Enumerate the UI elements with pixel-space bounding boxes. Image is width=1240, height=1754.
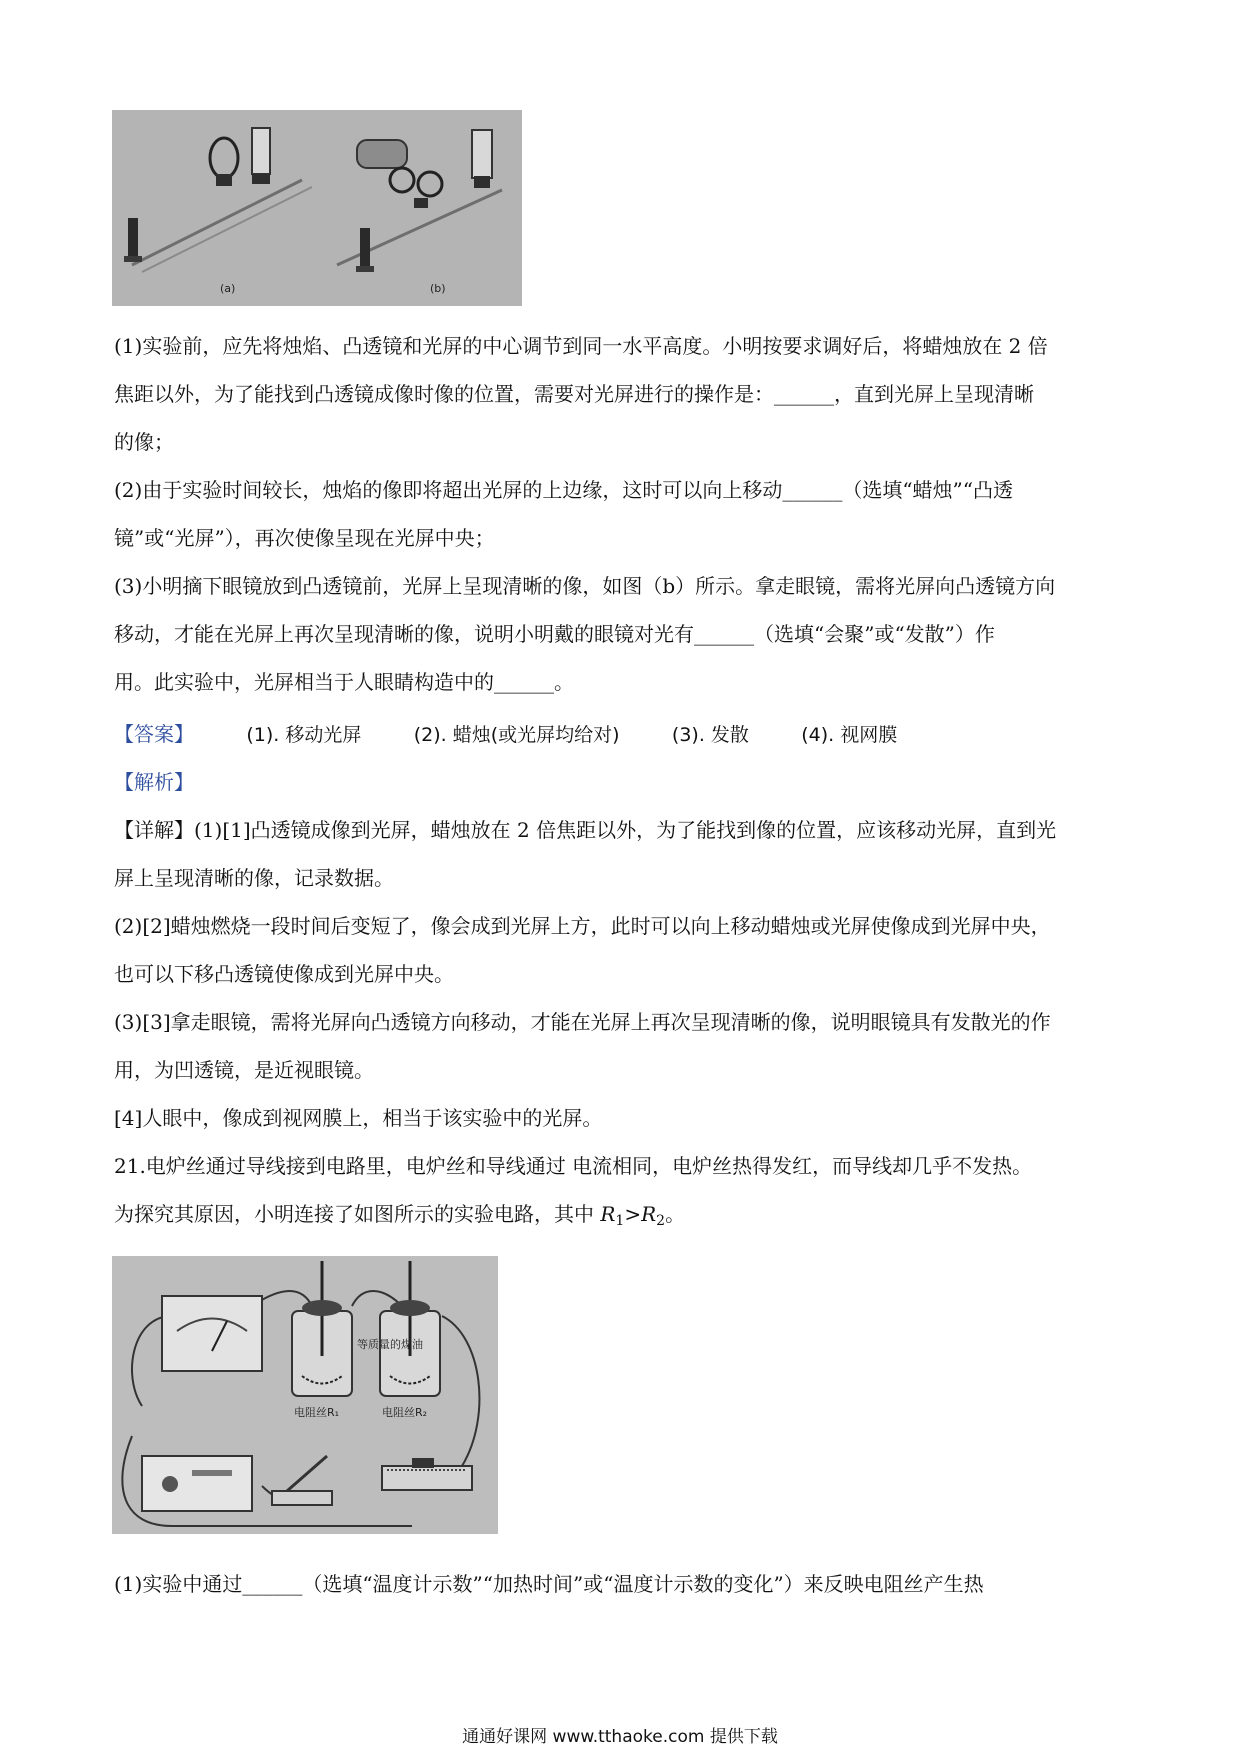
q21-stem-line2-end: 。	[665, 1202, 686, 1226]
optics-bench-illustration	[112, 110, 522, 306]
detail-3-line2: 用，为凹透镜，是近视眼镜。	[114, 1058, 374, 1082]
detail-3-line1: (3)[3]拿走眼镜，需将光屏向凸透镜方向移动，才能在光屏上再次呈现清晰的像，说明眼镜具有发散光的作	[114, 1010, 1051, 1034]
r1-subscript: 1	[615, 1213, 625, 1229]
q20-part1-line1: (1)实验前，应先将烛焰、凸透镜和光屏的中心调节到同一水平高度。小明按要求调好后，将蜡烛放在 2 倍	[114, 334, 1048, 358]
q21-part1-line1: (1)实验中通过______（选填“温度计示数”“加热时间”或“温度计示数的变化”）来反映电阻丝产生热	[114, 1572, 984, 1596]
answer-item: (2). 蜡烛(或光屏均给对)	[413, 724, 620, 746]
q21-stem-line2	[114, 1190, 1132, 1245]
q21-stem-line1: 21.电炉丝通过导线接到电路里，电炉丝和导线通过 电流相同，电炉丝热得发红，而导线却几乎不发热。	[114, 1154, 1033, 1178]
r2-symbol: R	[641, 1202, 657, 1226]
q20-part1-line3: 的像；	[114, 430, 174, 454]
figure-label-a: (a)	[220, 282, 236, 295]
circuit-illustration	[112, 1256, 498, 1534]
q20-part3-line1: (3)小明摘下眼镜放到凸透镜前，光屏上呈现清晰的像，如图（b）所示。拿走眼镜，需将光屏向凸透镜方向	[114, 574, 1056, 598]
figure-label-oil: 等质量的煤油	[357, 1338, 423, 1351]
answer-item: (3). 发散	[671, 724, 749, 746]
q21-stem-line2-text: 为探究其原因，小明连接了如图所示的实验电路，其中	[114, 1202, 601, 1226]
detail-2-line2: 也可以下移凸透镜使像成到光屏中央。	[114, 962, 454, 986]
answer-label: 【答案】	[114, 722, 194, 746]
q20-part3-line3: 用。此实验中，光屏相当于人眼睛构造中的______。	[114, 670, 574, 694]
figure-label-r2: 电阻丝R₂	[382, 1406, 428, 1419]
r2-subscript: 2	[656, 1213, 666, 1229]
r1-symbol: R	[600, 1202, 616, 1226]
detail-4-line1: [4]人眼中，像成到视网膜上，相当于该实验中的光屏。	[114, 1106, 603, 1130]
figure-label-b: (b)	[430, 282, 446, 295]
figure-label-r1: 电阻丝R₁	[294, 1406, 340, 1419]
greater-than-sign: >	[624, 1202, 642, 1226]
answer-line	[114, 710, 1132, 759]
optics-experiment-figure	[112, 110, 522, 306]
answer-item: (1). 移动光屏	[246, 724, 362, 746]
answer-item: (4). 视网膜	[801, 724, 898, 746]
detail-2-line1: (2)[2]蜡烛燃烧一段时间后变短了，像会成到光屏上方，此时可以向上移动蜡烛或光屏使像成到光屏中央，	[114, 914, 1051, 938]
q20-part2-line1: (2)由于实验时间较长，烛焰的像即将超出光屏的上边缘，这时可以向上移动______（选填“蜡烛”“凸透	[114, 478, 1014, 502]
circuit-experiment-figure	[112, 1256, 498, 1534]
q20-part1-line2: 焦距以外，为了能找到凸透镜成像时像的位置，需要对光屏进行的操作是：______，直到光屏上呈现清晰	[114, 382, 1034, 406]
q20-part3-line2: 移动，才能在光屏上再次呈现清晰的像，说明小明戴的眼镜对光有______（选填“会聚”或“发散”）作	[114, 622, 995, 646]
detail-1-line1: 【详解】(1)[1]凸透镜成像到光屏，蜡烛放在 2 倍焦距以外，为了能找到像的位置，应该移动光屏，直到光	[114, 818, 1057, 842]
page-footer: 通通好课网 www.tthaoke.com 提供下载	[462, 1727, 778, 1747]
analysis-label: 【解析】	[114, 770, 194, 794]
detail-1-line2: 屏上呈现清晰的像，记录数据。	[114, 866, 394, 890]
q20-part2-line2: 镜”或“光屏”），再次使像呈现在光屏中央；	[114, 526, 495, 550]
